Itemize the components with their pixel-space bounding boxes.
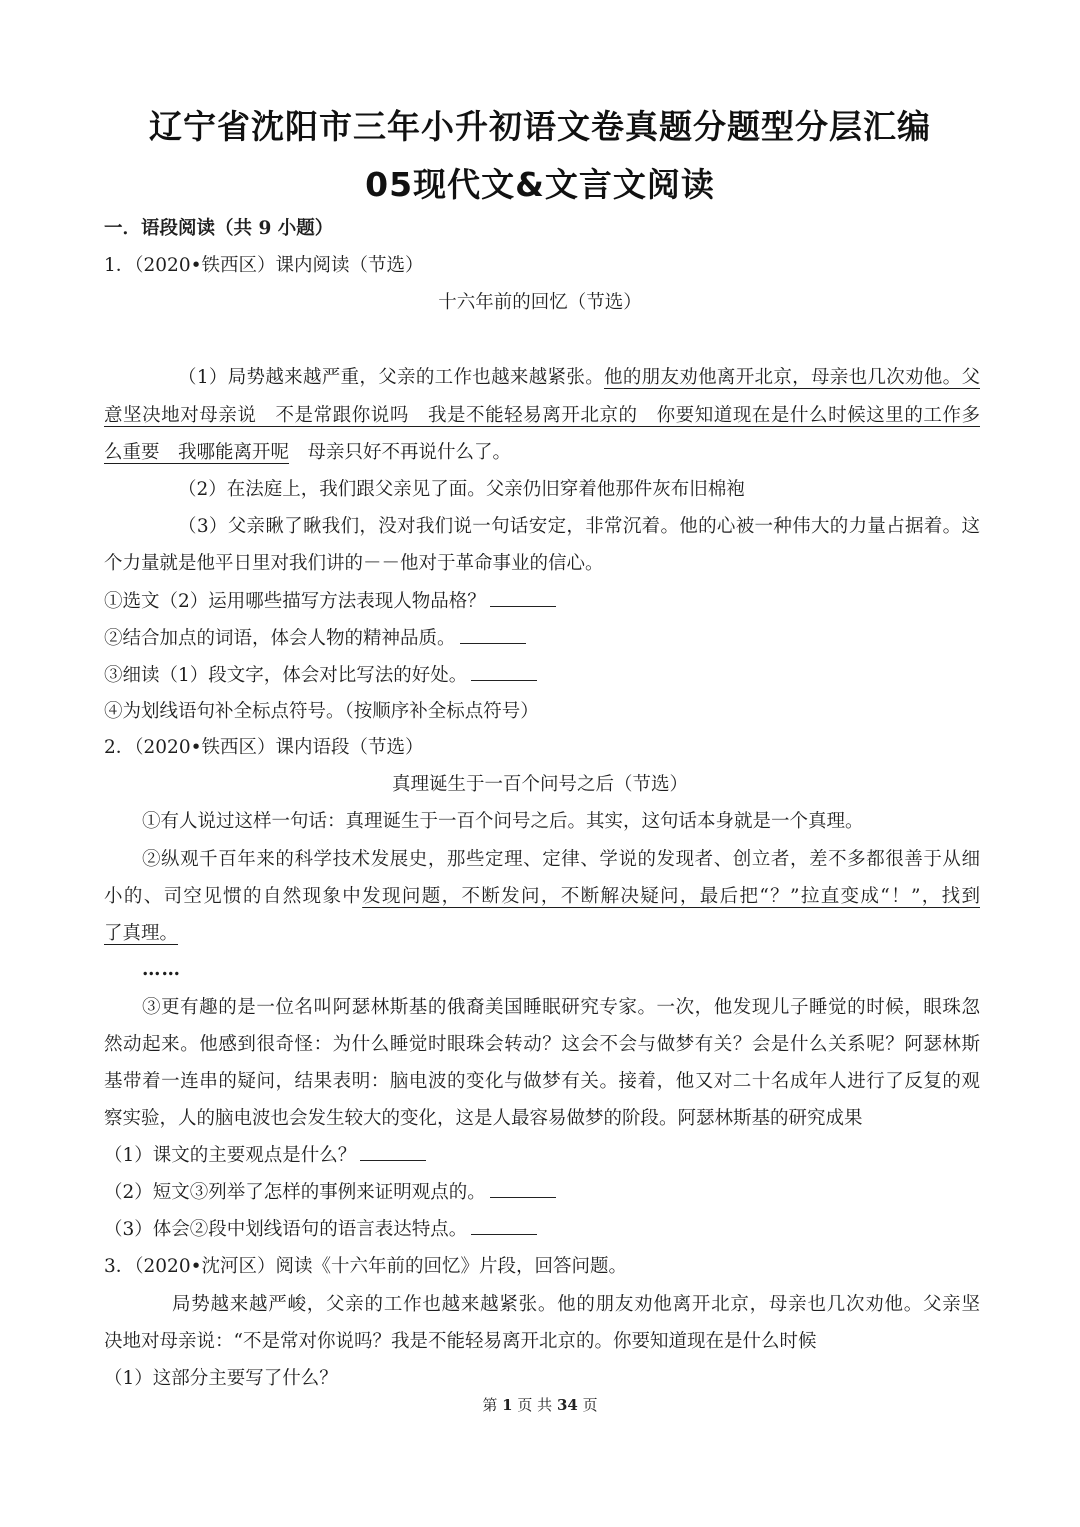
q3-subquestion-1: （1）这部分主要写了什么？ [104, 1368, 338, 1389]
q1-sub3-text: ③细读（1）段文字，体会对比写法的好处。 [104, 665, 468, 686]
section-heading: 一．语段阅读（共 9 小题） [104, 218, 334, 239]
q2-p2-underlined: 发现问题，不断发问，不断解决疑问，最后把“？”拉直变成“！”，找到 [362, 886, 980, 907]
answer-blank[interactable] [471, 664, 537, 681]
q2-paragraph-3-line-1: ③更有趣的是一位名叫阿瑟林斯基的俄裔美国睡眠研究专家。一次，他发现儿子睡觉的时候，眼珠忽 [142, 997, 980, 1018]
footer-suffix: 页 [582, 1396, 598, 1414]
q1-paragraph-2: （2）在法庭上，我们跟父亲见了面。父亲仍旧穿着他那件灰布旧棉袍 [178, 479, 745, 500]
q3-paragraph-line-1: 局势越来越严峻，父亲的工作也越来越紧张。他的朋友劝他离开北京，母亲也几次劝他。父亲坚 [172, 1294, 980, 1315]
answer-blank[interactable] [490, 590, 556, 607]
q1-p1-underlined: 他的朋友劝他离开北京，母亲也几次劝他。父 [604, 367, 980, 388]
q2-sub3-text: （3）体会②段中划线语句的语言表达特点。 [104, 1219, 468, 1240]
q2-ellipsis: …… [142, 959, 181, 980]
q2-sub2-text: （2）短文③列举了怎样的事例来证明观点的。 [104, 1182, 486, 1203]
q3-paragraph-line-2: 决地对母亲说：“不是常对你说吗？我是不能轻易离开北京的。你要知道现在是什么时候 [104, 1331, 817, 1352]
q1-p1-underlined-3: 么重要 我哪能离开呢 [104, 442, 290, 463]
q2-header: 2．（2020•铁西区）课内语段（节选） [104, 737, 424, 758]
answer-blank[interactable] [490, 1181, 556, 1198]
q1-paragraph-1-line-1 [178, 366, 980, 390]
footer-prefix: 第 [482, 1396, 498, 1414]
document-title: 辽宁省沈阳市三年小升初语文卷真题分题型分层汇编 [149, 107, 931, 146]
q1-paragraph-3-line-2: 个力量就是他平日里对我们讲的－－他对于革命事业的信心。 [104, 553, 604, 574]
q2-paragraph-1: ①有人说过这样一句话：真理诞生于一百个问号之后。其实，这句话本身就是一个真理。 [142, 811, 864, 832]
answer-blank[interactable] [460, 627, 526, 644]
q1-paragraph-1-line-3 [104, 441, 980, 465]
q1-paragraph-1-line-2 [104, 404, 980, 428]
q2-paragraph-3-line-3: 基带着一连串的疑问，结果表明：脑电波的变化与做梦有关。接着，他又对二十名成年人进行了反复的观 [104, 1071, 980, 1092]
q1-subquestion-4: ④为划线语句补全标点符号。（按顺序补全标点符号） [104, 701, 539, 722]
q1-subquestion-1 [104, 590, 980, 614]
q1-p1-plain: （1）局势越来越严重，父亲的工作也越来越紧张。 [178, 367, 605, 388]
q2-sub1-text: （1）课文的主要观点是什么？ [104, 1145, 357, 1166]
q1-sub1-text: ①选文（2）运用哪些描写方法表现人物品格？ [104, 591, 486, 612]
footer-total-pages: 34 [556, 1396, 578, 1414]
q2-subquestion-2 [104, 1181, 980, 1205]
q1-p1-underlined-2: 意坚决地对母亲说 不是常跟你说吗 我是不能轻易离开北京的 你要知道现在是什么时候这里的工作多 [104, 405, 980, 426]
answer-blank[interactable] [360, 1144, 426, 1161]
q1-header: 1．（2020•铁西区）课内阅读（节选） [104, 255, 424, 276]
q1-subquestion-3 [104, 664, 980, 688]
footer-page-number: 1 [502, 1396, 513, 1414]
q1-sub2-text: ②结合加点的词语，体会人物的精神品质。 [104, 628, 456, 649]
q3-header: 3．（2020•沈河区）阅读《十六年前的回忆》片段，回答问题。 [104, 1256, 628, 1277]
q2-subquestion-1 [104, 1144, 980, 1168]
q2-paragraph-3-line-2: 然动起来。他感到很奇怪：为什么睡觉时眼珠会转动？这会不会与做梦有关？会是什么关系呢？阿瑟林斯 [104, 1034, 980, 1055]
q2-subquestion-3 [104, 1218, 980, 1242]
q1-passage-title: 十六年前的回忆（节选） [438, 292, 642, 313]
q1-subquestion-2 [104, 627, 980, 651]
q2-p2-underlined-3: 了真理。 [104, 923, 179, 944]
answer-blank[interactable] [471, 1218, 537, 1235]
footer-middle: 页 共 [517, 1396, 553, 1414]
q1-p1-plain-3: 母亲只好不再说什么了。 [289, 442, 512, 463]
q2-paragraph-2-line-2 [104, 885, 980, 909]
q1-paragraph-3-line-1: （3）父亲瞅了瞅我们，没对我们说一句话安定，非常沉着。他的心被一种伟大的力量占据着。这 [178, 516, 980, 537]
document-subtitle: 05现代文&文言文阅读 [365, 165, 715, 204]
q2-paragraph-2-line-1: ②纵观千百年来的科学技术发展史，那些定理、定律、学说的发现者、创立者，差不多都很善于从细 [142, 849, 980, 870]
q2-paragraph-3-line-4: 察实验，人的脑电波也会发生较大的变化，这是人最容易做梦的阶段。阿瑟林斯基的研究成果 [104, 1108, 863, 1129]
q2-paragraph-2-line-3 [104, 922, 980, 946]
q2-p2-plain: 小的、司空见惯的自然现象中 [104, 886, 363, 907]
q2-passage-title: 真理诞生于一百个问号之后（节选） [391, 774, 688, 795]
page-footer [0, 1394, 1080, 1415]
